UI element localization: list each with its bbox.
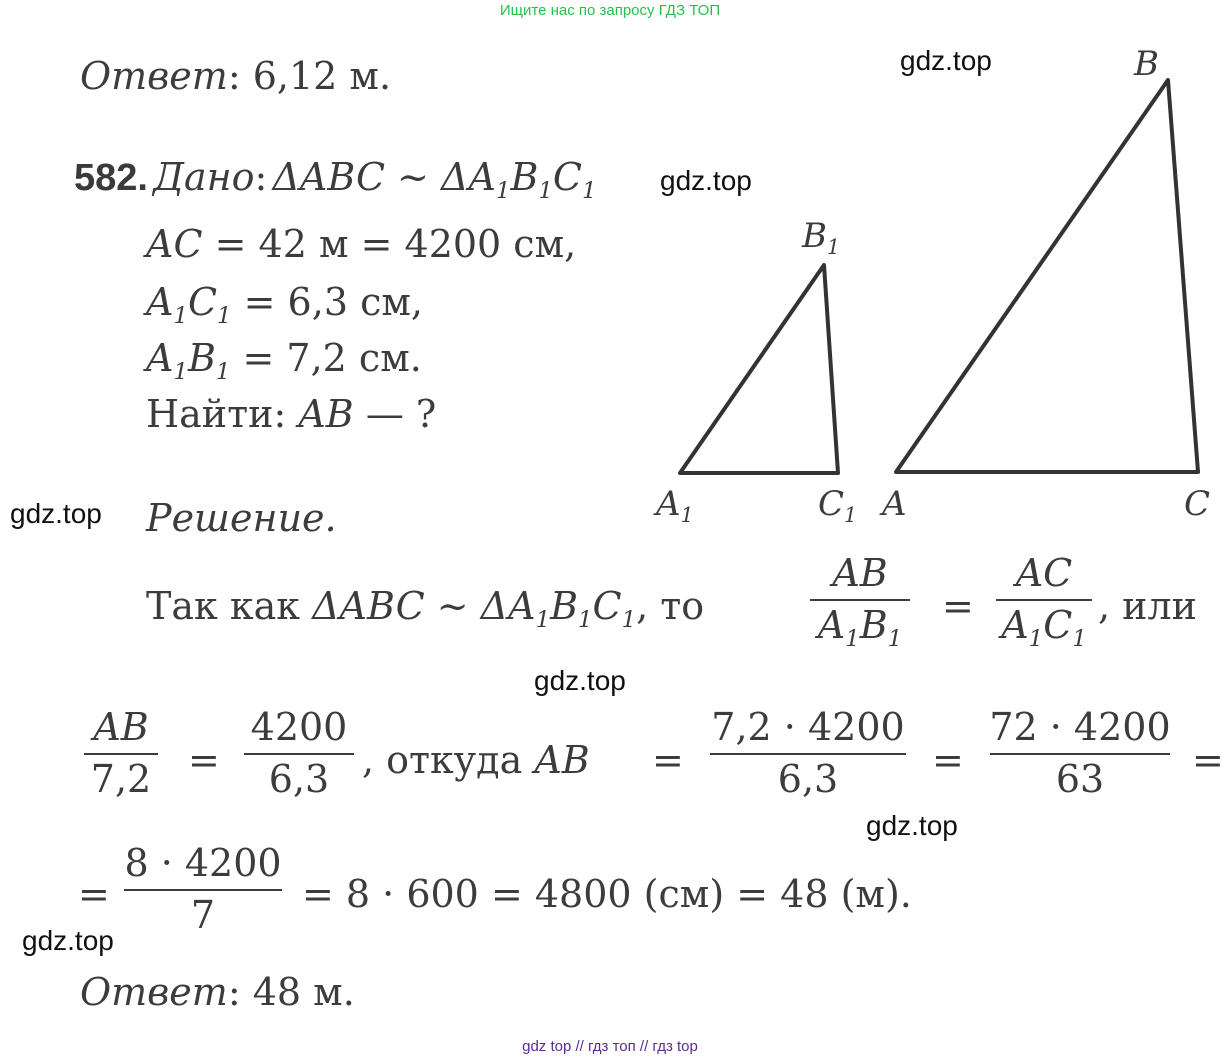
given-relation: ΔABC ~ $\Delta A_1B_1C_1$ — [272, 155, 597, 204]
bottom-banner[interactable]: gdz top // гдз топ // гдз top — [522, 1038, 698, 1055]
watermark: gdz.top — [866, 810, 958, 841]
watermark: gdz.top — [660, 165, 752, 196]
fraction-72-times-4200: 72 · 4200 63 — [989, 705, 1171, 801]
final-answer — [80, 970, 355, 1014]
watermark: gdz.top — [22, 925, 114, 956]
fraction-ac-a1c1: AC $A_1C_1$ — [996, 552, 1092, 647]
fraction-ab-a1b1: AB $A_1B_1$ — [810, 552, 910, 647]
watermark: gdz.top — [534, 665, 626, 696]
vertex-c: C — [1184, 484, 1211, 524]
vertex-c1: $C_1$ — [818, 484, 857, 528]
equals-sign: = — [932, 738, 964, 782]
vertex-b1: $B_1$ — [802, 216, 840, 260]
vertex-a1: $A_1$ — [656, 484, 694, 528]
fraction-7-2-times-4200: 7,2 · 4200 6,3 — [711, 705, 905, 801]
solution-result: = 8 · 600 = 4800 (см) = 48 (м). — [302, 872, 912, 916]
answer-label: Ответ — [80, 970, 228, 1014]
vertex-b: B — [1134, 44, 1159, 84]
whence-text: , откуда AB — [362, 738, 590, 782]
answer-label: Ответ — [80, 54, 228, 98]
answer-value: : 48 м. — [227, 970, 355, 1014]
equals-sign: = — [942, 584, 974, 628]
find-line: Найти: AB — ? — [146, 392, 437, 436]
given-ac: AC = 42 м = 4200 см, — [146, 222, 577, 266]
solution-label: Решение. — [146, 496, 337, 540]
watermark: gdz.top — [900, 45, 992, 76]
top-banner[interactable]: Ищите нас по запросу ГДЗ ТОП — [499, 2, 721, 19]
vertex-a: A — [882, 484, 907, 524]
large-triangle — [896, 80, 1198, 472]
small-triangle — [680, 265, 838, 473]
given-a1c1: $A_1C_1 = 6,3$ см, — [146, 280, 423, 329]
equals-sign: = — [188, 738, 220, 782]
or-text: , или — [1098, 584, 1197, 628]
answer-value: : 6,12 м. — [227, 54, 392, 98]
watermark: gdz.top — [10, 498, 102, 529]
equals-sign: = — [652, 738, 684, 782]
problem-header: 582. Дано: ΔABC ~ $\Delta A_1B_1C_1$ — [74, 155, 597, 204]
problem-number: 582. — [74, 157, 148, 199]
fraction-8-times-4200: 8 · 4200 7 — [124, 841, 282, 937]
solution-line-1: Так как ΔABC ~ $\Delta A_1B_1C_1$, то — [146, 584, 705, 633]
equals-sign: = — [1192, 738, 1224, 782]
fraction-4200-6-3: 4200 6,3 — [244, 706, 354, 801]
equals-sign: = — [78, 872, 110, 916]
given-a1b1: $A_1B_1 = 7,2$ см. — [146, 336, 422, 385]
fraction-ab-7-2: AB 7,2 — [84, 706, 158, 801]
given-label: Дано — [153, 155, 255, 199]
